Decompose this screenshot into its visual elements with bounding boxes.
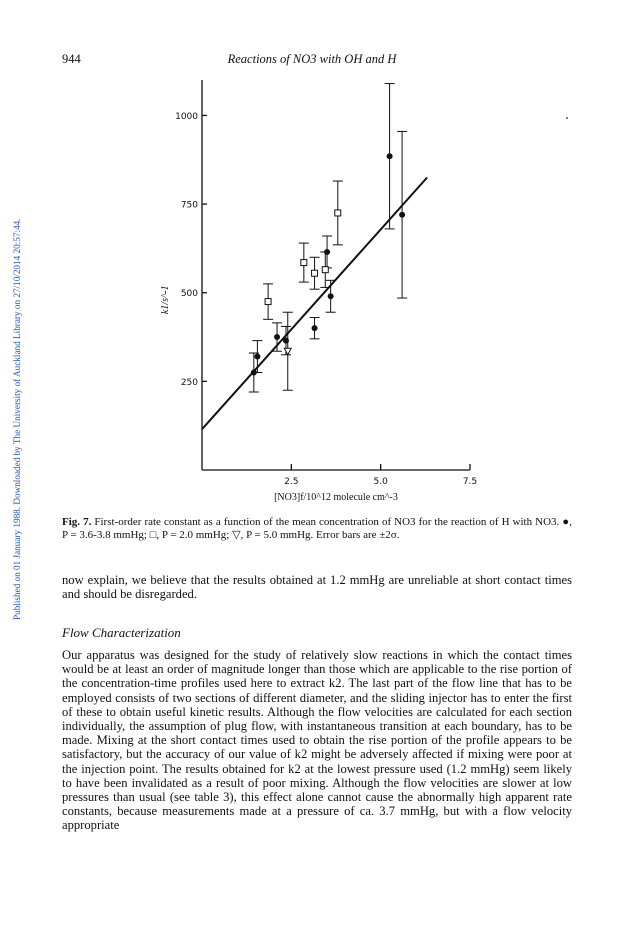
axis-labels xyxy=(160,112,477,503)
x-tick-label: 7.5 xyxy=(462,477,478,487)
caption-text: First-order rate constant as a function of the mean concentration of NO3 for the reaction of H with NO3. ●, P = 3.6-3.8 mmHg; □, P = 2.0 mmHg; ▽, P = 5.0 mmHg. Error bars are ±2σ. xyxy=(62,516,573,541)
y-axis-title: k1/s^-1 xyxy=(160,285,171,315)
open-square-marker xyxy=(301,260,307,266)
chart-axes xyxy=(202,80,470,470)
y-tick-label: 250 xyxy=(180,377,198,388)
data-point xyxy=(385,84,395,229)
paragraph-2: Our apparatus was designed for the study of relatively slow reactions in which the contact times would be at least an order of magnitude longer than those which are applicable to the rise portion of the concentration-time profiles used here to extract k2. The last part of the flow line that has to be employed consists of two sections of different diameter, and the sliding injector has to enter the first of these to obtain useful kinetic results. Although the flow velocities are calculated for each section individually, the assumption of plug flow, with instantaneous transition at each boundary, has to be made. Mixing at the short contact times used to obtain the rise portion of the profile appears to be satisfactory, but the accuracy of our value of k2 might be adversely affected if mixing were poor at the injection point. The results obtained for k2 at the lowest pressure used (1.2 mmHg) seem likely to have been invalidated as a result of poor mixing. Although the flow velocities are slower at low pressures than usual (see table 3), this effect alone cannot cause the abnormally high apparent rate constants, because measurements made at a pressure of ca. 3.7 mmHg, but with a flow velocity appropriate xyxy=(62,648,572,833)
data-point xyxy=(320,252,330,287)
data-point xyxy=(299,243,309,282)
open-square-marker xyxy=(335,210,341,216)
x-axis-title: [NO3]f/10^12 molecule cm^-3 xyxy=(274,492,398,503)
data-point xyxy=(397,131,407,298)
open-square-marker xyxy=(265,299,271,305)
x-tick-label: 5.0 xyxy=(373,477,388,487)
paragraph-1: now explain, we believe that the results obtained at 1.2 mmHg are unreliable at short contact times and should be disregarded. xyxy=(62,573,572,602)
filled-circle-marker xyxy=(312,325,318,331)
fit-line xyxy=(202,178,427,430)
filled-circle-marker xyxy=(274,334,280,340)
open-triangle-marker xyxy=(284,348,291,355)
page-number: 944 xyxy=(62,52,81,66)
filled-circle-marker xyxy=(387,153,393,159)
y-tick-label: 750 xyxy=(180,200,198,211)
filled-circle-marker xyxy=(254,354,260,360)
data-point xyxy=(310,318,320,339)
data-point xyxy=(333,181,343,245)
y-tick-label: 1000 xyxy=(175,111,198,122)
download-notice: Published on 01 January 1988. Downloaded by The University of Auckland Library on 27/10/2014 20:57:44. xyxy=(12,218,22,620)
section-heading: Flow Characterization xyxy=(62,625,181,640)
data-point xyxy=(310,257,320,289)
filled-circle-marker xyxy=(399,212,405,218)
open-square-marker xyxy=(322,267,328,273)
data-marks xyxy=(249,84,407,392)
figure-caption xyxy=(62,516,572,542)
caption-label: Fig. 7. xyxy=(62,516,92,528)
data-point xyxy=(326,280,336,312)
running-title: Reactions of NO3 with OH and H xyxy=(227,52,397,66)
data-point xyxy=(283,312,293,390)
filled-circle-marker xyxy=(328,293,334,299)
data-point xyxy=(263,284,273,319)
y-tick-label: 500 xyxy=(180,289,198,300)
data-point xyxy=(272,323,282,351)
open-square-marker xyxy=(312,270,318,276)
x-tick-label: 2.5 xyxy=(284,477,299,487)
fit-line-group xyxy=(202,178,427,430)
